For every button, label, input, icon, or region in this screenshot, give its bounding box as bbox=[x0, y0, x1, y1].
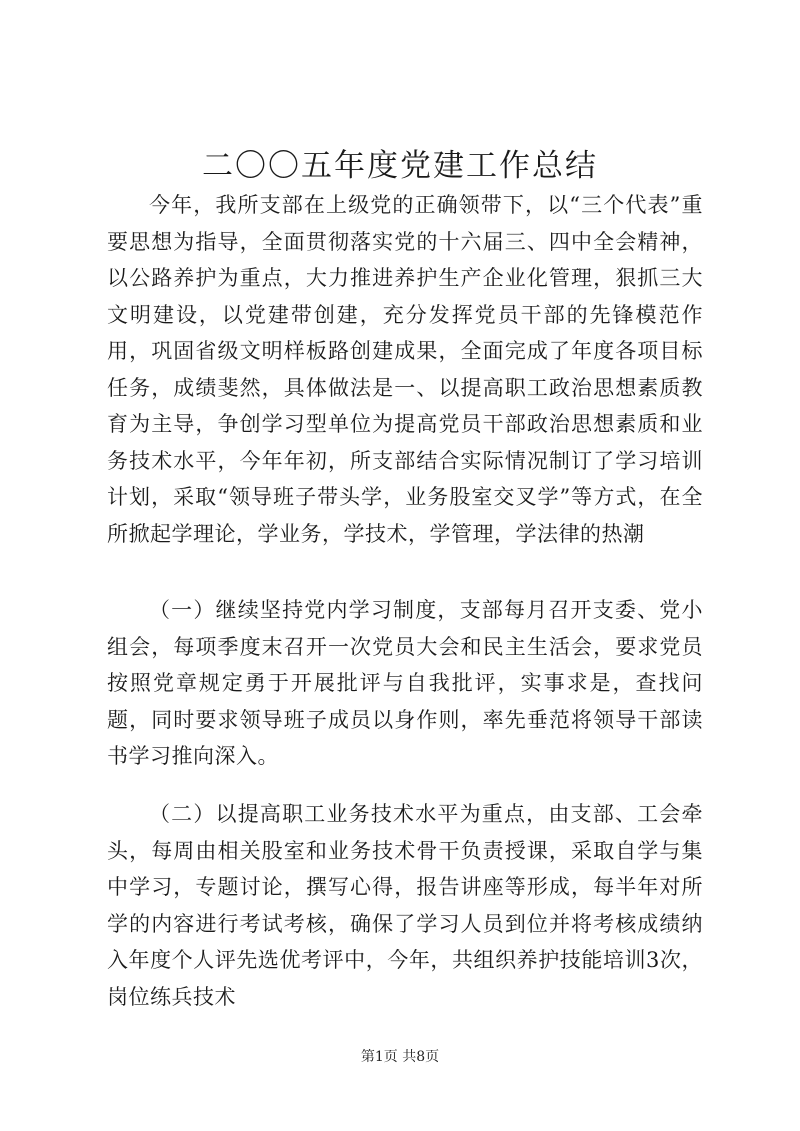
body-paragraph-3-block bbox=[107, 796, 703, 1015]
document-title: 二〇〇五年度党建工作总结 bbox=[202, 148, 598, 184]
body-paragraph-1-block bbox=[107, 187, 703, 552]
page-footer: 第1页 共8页 bbox=[360, 1049, 440, 1065]
body-paragraph: （一）继续坚持党内学习制度，支部每月召开支委、党小组会，每项季度末召开一次党员大会和民主生活会，要求党员按照党章规定勇于开展批评与自我批评，实事求是，查找问题，同时要求领导班子成员以身作则，率先垂范将领导干部读书学习推向深入。 bbox=[107, 598, 703, 768]
body-paragraph-2-block bbox=[107, 592, 703, 775]
body-paragraph: （二）以提高职工业务技术水平为重点，由支部、工会牵头，每周由相关股室和业务技术骨干负责授课，采取自学与集中学习，专题讨论，撰写心得，报告讲座等形成，每半年对所学的内容进行考试考核，确保了学习人员到位并将考核成绩纳入年度个人评先选优考评中，今年，共组织养护技能培训3次，岗位练兵技术 bbox=[107, 802, 703, 1009]
body-paragraph: 今年，我所支部在上级党的正确领带下，以“三个代表”重要思想为指导，全面贯彻落实党的十六届三、四中全会精神，以公路养护为重点，大力推进养护生产企业化管理，狠抓三大文明建设，以党建带创建，充分发挥党员干部的先锋模范作用，巩固省级文明样板路创建成果，全面完成了年度各项目标任务，成绩斐然，具体做法是一、以提高职工政治思想素质教育为主导，争创学习型单位为提高党员干部政治思想素质和业务技术水平，今年年初，所支部结合实际情况制订了学习培训计划，采取“领导班子带头学，业务股室交叉学”等方式，在全所掀起学理论，学业务，学技术，学管理，学法律的热潮 bbox=[107, 193, 703, 546]
